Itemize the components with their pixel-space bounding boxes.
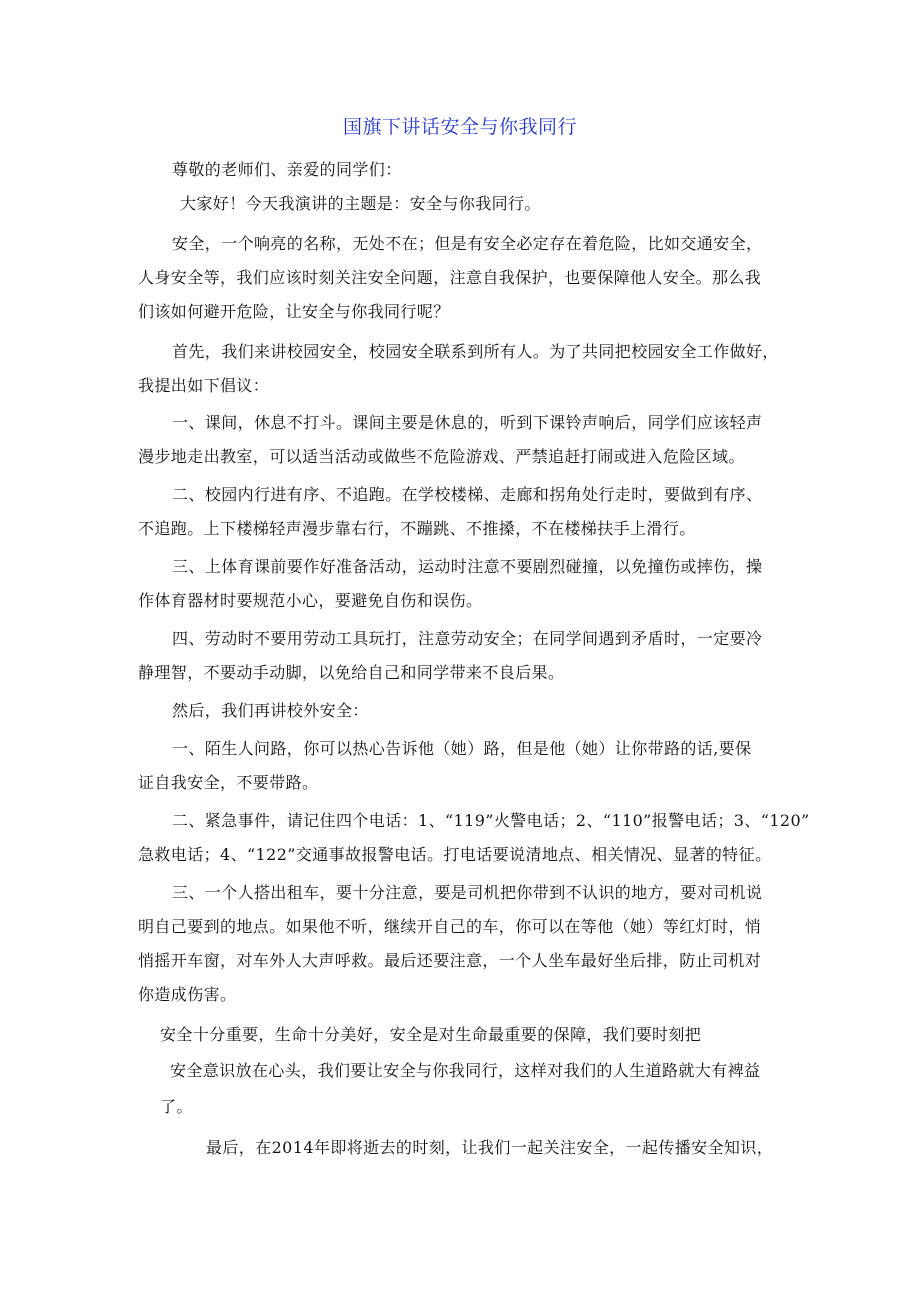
- paragraph-line: 三、上体育课前要作好准备活动，运动时注意不要剧烈碰撞，以免撞伤或摔伤，操: [172, 557, 763, 576]
- paragraph-line: 安全，一个响亮的名称，无处不在；但是有安全必定存在着危险，比如交通安全，: [172, 234, 763, 253]
- paragraph-line: 们该如何避开危险，让安全与你我同行呢？: [138, 302, 450, 321]
- paragraph-line: 四、劳动时不要用劳动工具玩打，注意劳动安全；在同学间遇到矛盾时，一定要冷: [172, 629, 763, 648]
- paragraph-line: 静理智，不要动手动脚，以免给自己和同学带来不良后果。: [138, 663, 565, 682]
- paragraph-line: 首先，我们来讲校园安全，校园安全联系到所有人。为了共同把校园安全工作做好，: [172, 342, 779, 361]
- paragraph-line: 作体育器材时要规范小心，要避免自伤和误伤。: [138, 591, 483, 610]
- paragraph-line: 我提出如下倡议：: [138, 376, 270, 395]
- paragraph-line: 悄摇开车窗，对车外人大声呼救。最后还要注意，一个人坐车最好坐后排，防止司机对: [138, 951, 762, 970]
- paragraph-line: 尊敬的老师们、亲爱的同学们：: [172, 160, 402, 179]
- paragraph-line: 证自我安全，不要带路。: [138, 773, 319, 792]
- document-title: 国旗下讲话安全与你我同行: [342, 116, 577, 138]
- paragraph-line: 安全意识放在心头，我们要让安全与你我同行，这样对我们的人生道路就大有裨益: [170, 1061, 761, 1080]
- paragraph-line: 一、陌生人问路，你可以热心告诉他（她）路，但是他（她）让你带路的话,要保: [172, 739, 752, 758]
- paragraph-line: 漫步地走出教室，可以适当活动或做些不危险游戏、严禁追赶打闹或进入危险区域。: [138, 447, 745, 466]
- paragraph-line: 明自己要到的地点。如果他不听，继续开自己的车，你可以在等他（她）等红灯时，悄: [138, 917, 762, 936]
- paragraph-line: 最后，在2014年即将逝去的时刻，让我们一起关注安全，一起传播安全知识，: [206, 1138, 774, 1157]
- paragraph-line: 大家好！今天我演讲的主题是：安全与你我同行。: [180, 194, 541, 213]
- paragraph-line: 二、校园内行进有序、不追跑。在学校楼梯、走廊和拐角处行走时，要做到有序、: [172, 485, 763, 504]
- paragraph-line: 急救电话；4、“122”交通事故报警电话。打电话要说清地点、相关情况、显著的特征。: [138, 845, 772, 864]
- paragraph-line: 三、一个人搭出租车，要十分注意，要是司机把你带到不认识的地方，要对司机说: [172, 883, 763, 902]
- paragraph-line: 人身安全等，我们应该时刻关注安全问题，注意自我保护，也要保障他人安全。那么我: [138, 268, 762, 287]
- paragraph-line: 了。: [160, 1097, 193, 1116]
- paragraph-line: 不追跑。上下楼梯轻声漫步靠右行，不蹦跳、不推搡，不在楼梯扶手上滑行。: [138, 519, 696, 538]
- paragraph-line: 一、课间，休息不打斗。课间主要是休息的，听到下课铃声响后，同学们应该轻声: [172, 413, 763, 432]
- paragraph-line: 然后，我们再讲校外安全：: [172, 701, 369, 720]
- paragraph-line: 二、紧急事件，请记住四个电话：1、“119”火警电话；2、“110”报警电话；3、“120”: [172, 811, 810, 830]
- paragraph-line: 安全十分重要，生命十分美好，安全是对生命最重要的保障，我们要时刻把: [160, 1025, 702, 1044]
- paragraph-line: 你造成伤害。: [138, 985, 237, 1004]
